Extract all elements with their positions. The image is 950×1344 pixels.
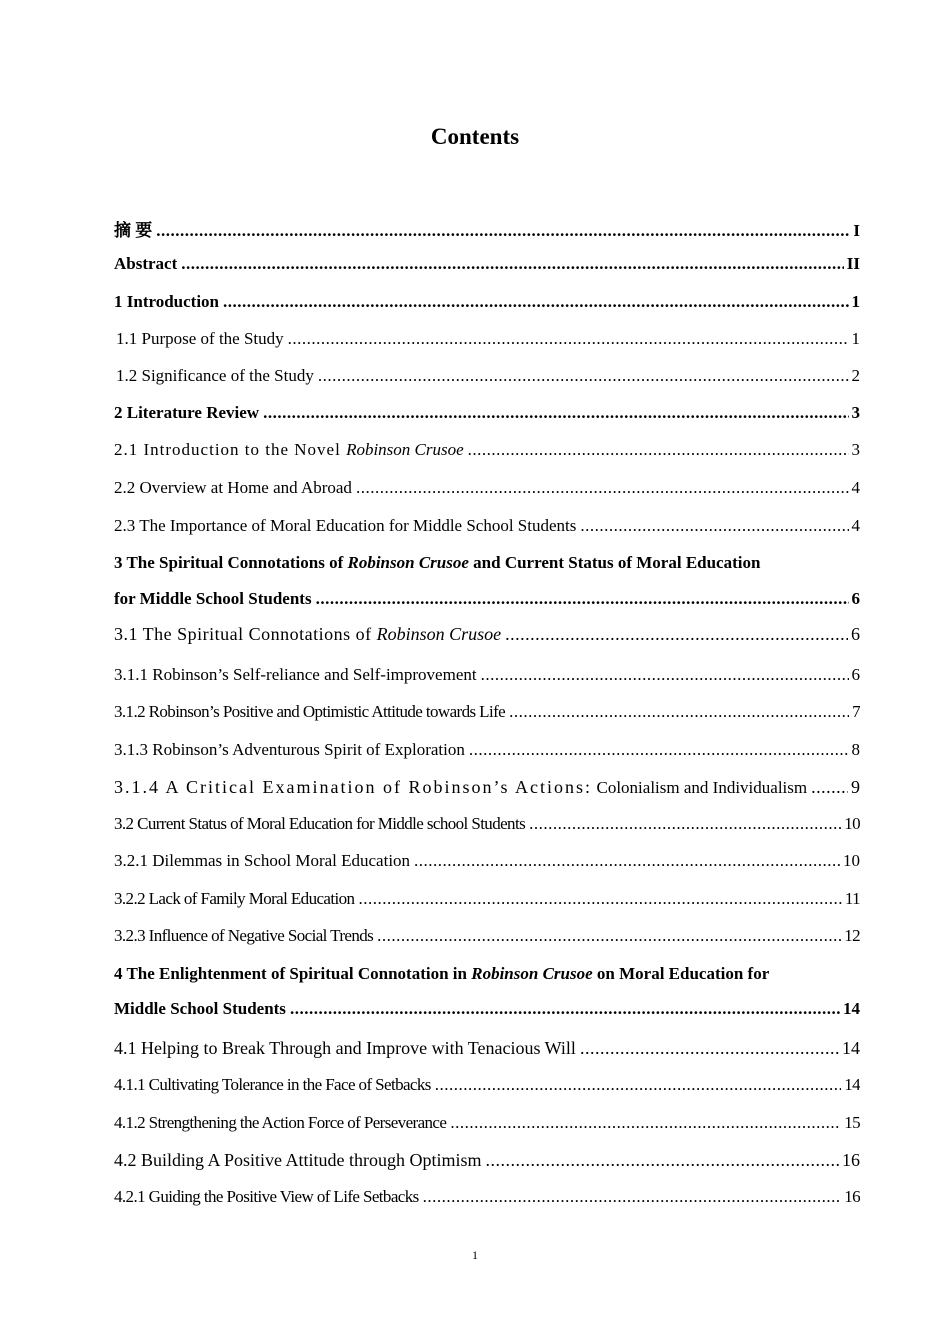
- toc-entry-title: 3.1.4 A Critical Examination of Robinson’s Actions: Colonialism and Individualism: [114, 777, 808, 797]
- dot-leader: [414, 851, 840, 871]
- dot-leader: [435, 1075, 841, 1095]
- dot-leader: [356, 478, 849, 498]
- toc-entry-title: 4.1 Helping to Break Through and Improve with Tenacious Will: [114, 1038, 576, 1058]
- dot-leader: [529, 814, 841, 834]
- toc-entry-page: 10: [843, 851, 860, 870]
- toc-entry-title: 1.1 Purpose of the Study: [116, 329, 284, 348]
- toc-entry-3-2-3[interactable]: [114, 926, 860, 952]
- dot-leader: [263, 403, 848, 423]
- toc-entry-3-1-4[interactable]: [114, 777, 860, 803]
- toc-entry-title: for Middle School Students: [114, 589, 312, 608]
- toc-entry-page: 12: [844, 926, 860, 945]
- toc-entry-4-1[interactable]: [114, 1038, 860, 1064]
- toc-entry-title: 4.1.2 Strengthening the Action Force of Perseverance: [114, 1113, 447, 1132]
- toc-entry-title: 1.2 Significance of the Study: [116, 366, 314, 385]
- toc-entry-title: 摘 要: [114, 221, 153, 240]
- toc-entry-title: 2.2 Overview at Home and Abroad: [114, 478, 352, 497]
- toc-entry-page: I: [853, 221, 860, 240]
- toc-entry-page: 16: [842, 1150, 860, 1170]
- toc-entry-title: Middle School Students: [114, 999, 286, 1018]
- toc-entry-title: 3.2 Current Status of Moral Education for Middle school Students: [114, 814, 526, 833]
- dot-leader: [223, 292, 848, 312]
- toc-entry-2-2[interactable]: [114, 478, 860, 504]
- dot-leader: [377, 926, 841, 946]
- dot-leader: [316, 589, 849, 609]
- toc-entry-title: 3.1 The Spiritual Connotations of Robinson Crusoe: [114, 624, 502, 644]
- toc-entry-title: 3.1.1 Robinson’s Self-reliance and Self-improvement: [114, 665, 477, 684]
- toc-entry-page: 11: [844, 889, 860, 908]
- toc-entry-page: 3: [851, 440, 860, 459]
- toc-entry-page: 16: [844, 1187, 860, 1206]
- toc-entry-page: 4: [851, 478, 860, 497]
- toc-entry-3-2[interactable]: [114, 814, 860, 840]
- dot-leader: [156, 221, 850, 241]
- toc-entry-page: 14: [843, 999, 860, 1018]
- dot-leader: [486, 1150, 839, 1171]
- toc-entry-title: 4.1.1 Cultivating Tolerance in the Face of Setbacks: [114, 1075, 431, 1094]
- dot-leader: [469, 740, 849, 760]
- toc-entry-title: 3.2.2 Lack of Family Moral Education: [114, 889, 355, 908]
- toc-entry-title: 2.1 Introduction to the Novel Robinson Crusoe: [114, 440, 464, 459]
- toc-entry-title: 3.2.1 Dilemmas in School Moral Education: [114, 851, 411, 870]
- toc-entry-title: 3.1.3 Robinson’s Adventurous Spirit of Exploration: [114, 740, 465, 759]
- toc-entry-2[interactable]: [114, 403, 860, 429]
- toc-entry-1[interactable]: [114, 292, 860, 318]
- toc-entry-3-line1[interactable]: 3 The Spiritual Connotations of Robinson Crusoe and Current Status of Moral Education: [114, 553, 761, 572]
- toc-entry-page: 14: [842, 1038, 860, 1058]
- toc-entry-page: 2: [851, 366, 860, 385]
- dot-leader: [505, 624, 848, 645]
- toc-entry-3-1[interactable]: [114, 624, 860, 650]
- dot-leader: [290, 999, 840, 1019]
- toc-entry-3-1-3[interactable]: [114, 740, 860, 766]
- dot-leader: [450, 1113, 841, 1133]
- toc-entry-page: 4: [851, 516, 860, 535]
- toc-entry-abstract-cn[interactable]: [114, 216, 860, 242]
- dot-leader: [580, 516, 848, 536]
- dot-leader: [468, 440, 849, 460]
- toc-entry-1-2[interactable]: [116, 366, 860, 392]
- toc-entry-4-1-2[interactable]: [114, 1113, 860, 1139]
- toc-entry-page: 8: [851, 740, 860, 759]
- toc-entry-4-1-1[interactable]: [114, 1075, 860, 1101]
- toc-entry-4-2-1[interactable]: [114, 1187, 860, 1213]
- toc-entry-title: 2.3 The Importance of Moral Education for Middle School Students: [114, 516, 577, 535]
- toc-entry-2-3[interactable]: [114, 516, 860, 542]
- toc-entry-3-1-1[interactable]: [114, 665, 860, 691]
- toc-entry-abstract[interactable]: [114, 254, 860, 280]
- page-title: Contents: [430, 124, 520, 149]
- toc-entry-4-2[interactable]: [114, 1150, 860, 1176]
- toc-entry-title: 1 Introduction: [114, 292, 220, 311]
- dot-leader: [481, 665, 849, 685]
- toc-entry-page: 6: [851, 624, 860, 644]
- toc-entry-page: 14: [844, 1075, 860, 1094]
- toc-entry-page: 1: [851, 329, 860, 348]
- dot-leader: [811, 777, 848, 798]
- toc-entry-3-1-2[interactable]: [114, 702, 860, 728]
- dot-leader: [318, 366, 849, 386]
- toc-entry-2-1[interactable]: [114, 440, 860, 466]
- toc-entry-4[interactable]: [114, 999, 860, 1025]
- dot-leader: [423, 1187, 842, 1207]
- toc-entry-title: 4.2.1 Guiding the Positive View of Life Setbacks: [114, 1187, 419, 1206]
- toc-entry-title: 3.1.2 Robinson’s Positive and Optimistic Attitude towards Life: [114, 702, 506, 721]
- toc-entry-title: 2 Literature Review: [114, 403, 260, 422]
- toc-entry-1-1[interactable]: [116, 329, 860, 355]
- toc-entry-page: 7: [852, 702, 860, 721]
- toc-entry-title: 4.2 Building A Positive Attitude through Optimism: [114, 1150, 482, 1170]
- page-number: 1: [472, 1248, 478, 1262]
- toc-entry-page: 6: [851, 589, 860, 608]
- dot-leader: [580, 1038, 839, 1059]
- toc-entry-page: 10: [844, 814, 860, 833]
- toc-entry-page: 1: [851, 292, 860, 311]
- toc-entry-page: 3: [851, 403, 860, 422]
- toc-entry-page: II: [846, 254, 860, 273]
- dot-leader: [288, 329, 849, 349]
- toc-entry-4-line1[interactable]: 4 The Enlightenment of Spiritual Connotation in Robinson Crusoe on Moral Education for: [114, 964, 770, 983]
- toc-entry-3[interactable]: [114, 589, 860, 615]
- toc-entry-page: 15: [844, 1113, 860, 1132]
- toc-entry-title: Abstract: [114, 254, 178, 273]
- toc-entry-page: 9: [851, 777, 860, 797]
- toc-entry-3-2-2[interactable]: [114, 889, 860, 915]
- toc-entry-page: 6: [851, 665, 860, 684]
- dot-leader: [509, 702, 849, 722]
- dot-leader: [181, 254, 844, 274]
- toc-entry-3-2-1[interactable]: [114, 851, 860, 877]
- toc-entry-title: 3.2.3 Influence of Negative Social Trends: [114, 926, 374, 945]
- dot-leader: [358, 889, 841, 909]
